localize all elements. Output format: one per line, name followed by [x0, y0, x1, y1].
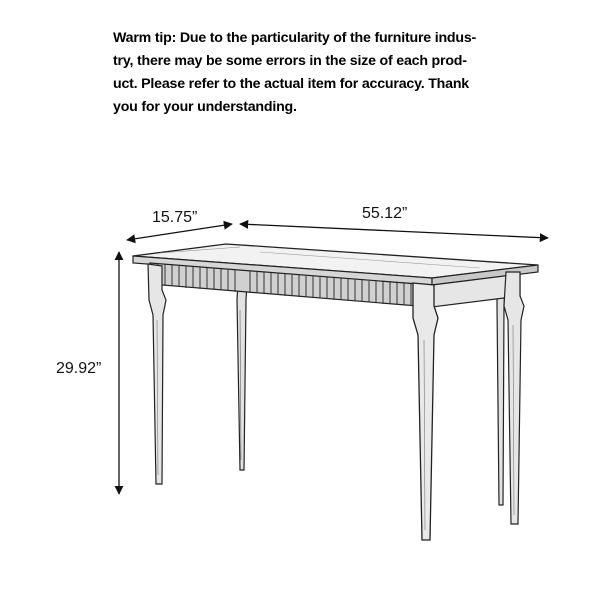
warm-tip-line-2: try, there may be some errors in the size of each prod-: [113, 53, 467, 69]
table-front-leg-right: [413, 283, 438, 540]
warm-tip-line-1: Warm tip: Due to the particularity of the furniture indus-: [113, 30, 477, 46]
table-back-leg-left: [237, 283, 247, 470]
depth-dimension-label: 15.75”: [152, 209, 198, 226]
warm-tip-line-3: uct. Please refer to the actual item for accuracy. Thank: [113, 76, 469, 92]
height-dimension-label: 29.92”: [56, 360, 102, 377]
table-side-leg-right: [504, 272, 524, 524]
table-front-leg-left: [148, 264, 166, 484]
width-dimension-arrow: [240, 224, 548, 238]
width-dimension-label: 55.12”: [362, 205, 408, 222]
table-back-leg-right: [497, 290, 505, 505]
warm-tip-line-4: you for your understanding.: [113, 99, 297, 115]
